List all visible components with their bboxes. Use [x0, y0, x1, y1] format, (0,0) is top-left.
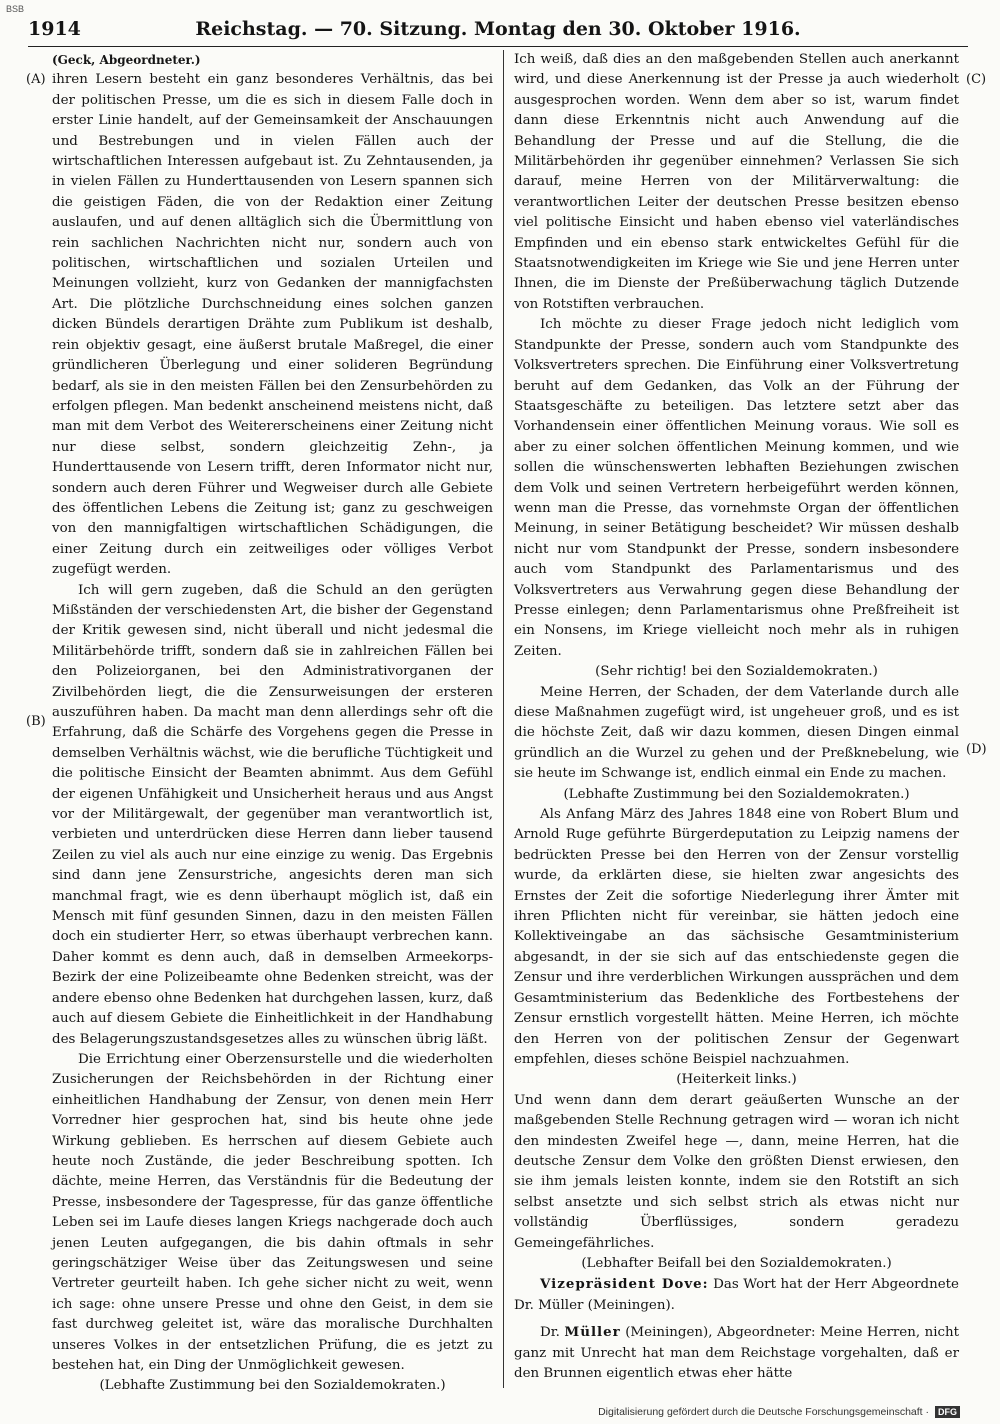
speaker-title: Dr.	[540, 1325, 560, 1341]
speaker-note: (Geck, Abgeordneter.)	[52, 53, 201, 67]
margin-mark-a: (A)	[26, 72, 46, 87]
speaker-name: Vizepräsident Dove:	[540, 1276, 709, 1293]
column-divider	[503, 50, 504, 1388]
header-rule	[28, 46, 968, 47]
vice-president-statement	[514, 1274, 959, 1316]
interjection: (Lebhafter Beifall bei den Sozialdemokraten.)	[581, 1255, 892, 1271]
paragraph: Meine Herren, der Schaden, der dem Vaterlande durch alle diese Maßnahmen zugefügt wird, ist ungeheuer groß, und es ist die höchste Zeit, daß wir dazu kommen, diesen Dingen einmal gründlich an die Wurzel zu gehen und der Preßknebelung, wie sie heute im Schwange ist, endlich einmal ein Ende zu machen.	[514, 684, 959, 782]
paragraph: ihren Lesern besteht ein ganz besonderes Verhältnis, das bei der politischen Presse, um die es sich in diesem Falle doch in erster Linie handelt, auf der Gemeinsamkeit der Anschauungen und Bestrebungen und in vielen Fällen auch der wirtschaftlichen Interessen aufgebaut ist. Zu Zehntausenden, ja in vielen Fällen zu Hunderttausenden von Lesern spannen sich die geistigen Fäden, die von der Redaktion einer Zeitung auslaufen, und auf denen alltäglich sich die Übermittlung von rein sachlichen Nachrichten nicht nur, sondern auch von politischen, wirtschaftlichen und sozialen Urteilen und Meinungen vollzieht, kurz von Gedanken der mannigfachsten Art. Die plötzliche Durchschneidung eines solchen ganzen dicken Bündels derartigen Drähte zum Publikum ist deshalb, rein objektiv gesagt, eine äußerst brutale Maßregel, die einer gründlicheren Überlegung und einer solideren Begründung bedarf, als sie in den meisten Fällen bei den Zensurbehörden zu erfolgen pflegen. Man bedenkt anscheinend meistens nicht, daß man mit dem Verbot des Weitererscheinens einer Zeitung nicht nur diese selbst, sondern gleichzeitig Zehn-, ja Hunderttausende von Lesern trifft, deren Informator nicht nur, sondern auch deren Führer und Wegweiser durch alle Gebiete des öffentlichen Lebens die Zeitung ist; ganz zu geschweigen von den mannigfaltigen wirtschaftlichen Schädigungen, die einer Zeitung durch ein zeitweiliges oder völliges Verbot zugefügt werden.	[52, 72, 493, 578]
margin-mark-d: (D)	[966, 742, 987, 757]
footer	[598, 1406, 960, 1418]
paragraph: Die Errichtung einer Oberzensurstelle und die wiederholten Zusicherungen der Reichsbehörden in der Richtung einer einheitlichen Handhabung der Zensur, von denen mein Herr Vorredner hier gesprochen hat, sind bis heute ohne jede Wirkung geblieben. Es herrschen auf diesem Gebiete auch heute noch Zustände, die jeder Beschreibung spotten. Ich dächte, meine Herren, das Verständnis für die Bedeutung der Presse, insbesondere der Tagespresse, für das ganze öffentliche Leben sei im Laufe dieses langen Kriegs nachgerade doch auch jenen Leuten aufgegangen, die bis dahin oftmals in sehr geringschätziger Weise über das Zeitungswesen und seine Vertreter geurteilt haben. Ich gehe sicher nicht zu weit, wenn ich sage: ohne unsere Presse und ohne den Geist, in dem sie fast durchweg geleitet ist, wäre das moralische Durchhalten unseres Volkes in der entsetzlichen Prüfung, die es jetzt zu bestehen hat, ein Ding der Unmöglichkeit gewesen.	[52, 1051, 493, 1373]
paragraph: Ich weiß, daß dies an den maßgebenden Stellen auch anerkannt wird, und diese Anerkennung ist der Presse ja auch wiederholt ausgesprochen worden. Wenn dem aber so ist, warum findet dann diese Erkenntnis nicht auch Anwendung auf die Behandlung der Presse und auf die Stellung, die die Militärbehörden ihr gegenüber einnehmen? Verlassen Sie sich darauf, meine Herren von der Militärverwaltung: die verantwortlichen Leiter der deutschen Presse besitzen ebenso viel politische Einsicht und haben ebenso viel vaterländisches Empfinden und ein ebenso stark entwickeltes Gefühl für die Staatsnotwendigkeiten im Kriege wie Sie und jene Herren unter Ihnen, die im Dienste der Preßüberwachung täglich Dutzende von Rotstiften verbrauchen.	[514, 52, 959, 312]
funding-note: Digitalisierung gefördert durch die Deutsche Forschungsgemeinschaft ·	[598, 1406, 929, 1418]
interjection: (Lebhafte Zustimmung bei den Sozialdemokraten.)	[99, 1378, 446, 1394]
left-column	[52, 50, 493, 1397]
page-header	[28, 18, 968, 44]
interjection: (Sehr richtig! bei den Sozialdemokraten.)	[595, 664, 878, 680]
interjection: (Heiterkeit links.)	[676, 1072, 797, 1088]
speech-text: (Meiningen), Abgeordneter: Meine Herren, nicht ganz mit Unrecht hat man dem Reichstage vorgehalten, daß er den Brunnen eigentlich etwas eher hätte	[514, 1325, 959, 1381]
speech-opening	[514, 1322, 959, 1384]
margin-mark-b: (B)	[26, 714, 46, 729]
paragraph: Und wenn dann dem derart geäußerten Wunsche an der maßgebenden Stelle Rechnung getragen wird — woran ich nicht den mindesten Zweifel hege —, dann, meine Herren, hat die deutsche Zensur dem Volke den größten Dienst erwiesen, den sie ihm jemals leisten konnte, indem sie den Rotstift an sich selbst ansetzte und sich selbst strich als etwas nicht nur vollständig Überflüssiges, sondern geradezu Gemeingefährliches.	[514, 1092, 959, 1251]
page-number: 1914	[28, 18, 81, 40]
paragraph: Ich will gern zugeben, daß die Schuld an den gerügten Mißständen der verschiedensten Art, die bisher der Gegenstand der Kritik gewesen sind, nicht überall und nicht jedesmal die Militärbehörde trifft, sondern daß sie in zahlreichen Fällen bei den Polizeiorganen, bei den Administrativorganen der Zivilbehörden liegt, die die Zensurweisungen der ersteren auszuführen haben. Da macht man denn allerdings sehr oft die Erfahrung, daß die Schärfe des Vorgehens gegen die Presse in demselben Verhältnis wächst, wie die berufliche Tüchtigkeit und die politische Einsicht der Beamten abnimmt. Aus dem Gefühl der eigenen Unfähigkeit und Unsicherheit heraus und aus Angst vor der Militärgewalt, der gegenüber man verantwortlich ist, verbieten und unterdrücken diese Herren dann lieber tausend Zeilen zu viel als auch nur eine einzige zu wenig. Das Ergebnis sind dann jene Zensurstriche, angesichts deren man sich manchmal fragt, wie es denn überhaupt möglich ist, daß ein Mensch mit fünf gesunden Sinnen, dazu in den meisten Fällen doch ein studierter Herr, so etwas überhaupt verbrechen kann. Daher kommt es denn auch, daß in demselben Armeekorps-Bezirk der eine Polizeibeamte ohne Bedenken streicht, was der andere ebenso ohne Bedenken hat durchgehen lassen, kurz, daß auch auf diesem Gebiete die Einheitlichkeit in der Handhabung des Belagerungszustandsgesetzes alles zu wünschen übrig läßt.	[52, 582, 493, 1047]
paragraph: Ich möchte zu dieser Frage jedoch nicht lediglich vom Standpunkte der Presse, sondern auch vom Standpunkte des Volksvertreters sprechen. Die Einführung einer Volksvertretung beruht auf dem Gedanken, das Volk an der Führung der Staatsgeschäfte zu beteiligen. Das letztere setzt aber das Vorhandensein einer öffentlichen Meinung voraus. Wie soll es aber zu einer solchen öffentlichen Meinung kommen, und wie sollen die wünschenswerten lebhaften Beziehungen zwischen dem Volk und seinen Vertretern herbeigeführt werden können, wenn man die Presse, das vornehmste Organ der öffentlichen Meinung, in seiner Betätigung bescheidet? Wir müssen deshalb nicht nur vom Standpunkt der Presse, sondern insbesondere auch vom Standpunkt des Parlamentarismus und des Volksvertreters aus Verwahrung gegen diese Behandlung der Presse einlegen; denn Parlamentarismus ohne Preßfreiheit ist ein Nonsens, im Kriege vielleicht noch mehr als in ruhigen Zeiten.	[514, 317, 959, 659]
right-column	[514, 50, 959, 1384]
dfg-logo: DFG	[935, 1406, 960, 1418]
paragraph: Als Anfang März des Jahres 1848 eine von Robert Blum und Arnold Ruge geführte Bürgerdeputation zu Leipzig namens der bedrückten Presse bei den Herren von der Zensur vorstellig wurde, da erklärten diese, sie hielten zwar angesichts des Ernstes der Zeit die sofortige Niederlegung ihrer Ämter mit ihren Pflichten nicht für vereinbar, sie hätten jedoch eine Kollektiveingabe an das sächsische Gesamtministerium abgesandt, in der sie sich auf das entschiedenste gegen die Zensur und ihre verderblichen Wirkungen aussprächen und dem Gesamtministerium das Bedenkliche des Fortbestehens der Zensur ernstlich vorgestellt hätten. Meine Herren, ich möchte den Herren von der politischen Zensur der Gegenwart empfehlen, dieses schöne Beispiel nachzuahmen.	[514, 807, 959, 1067]
running-title: Reichstag. — 70. Sitzung. Montag den 30. Oktober 1916.	[195, 18, 801, 40]
speaker-name: Müller	[564, 1324, 621, 1341]
library-mark: BSB	[6, 4, 25, 14]
statement-text: Das Wort hat der Herr Abgeordnete Dr. Müller (Meiningen).	[514, 1277, 959, 1313]
interjection: (Lebhafte Zustimmung bei den Sozialdemokraten.)	[563, 786, 910, 802]
margin-mark-c: (C)	[966, 72, 987, 87]
